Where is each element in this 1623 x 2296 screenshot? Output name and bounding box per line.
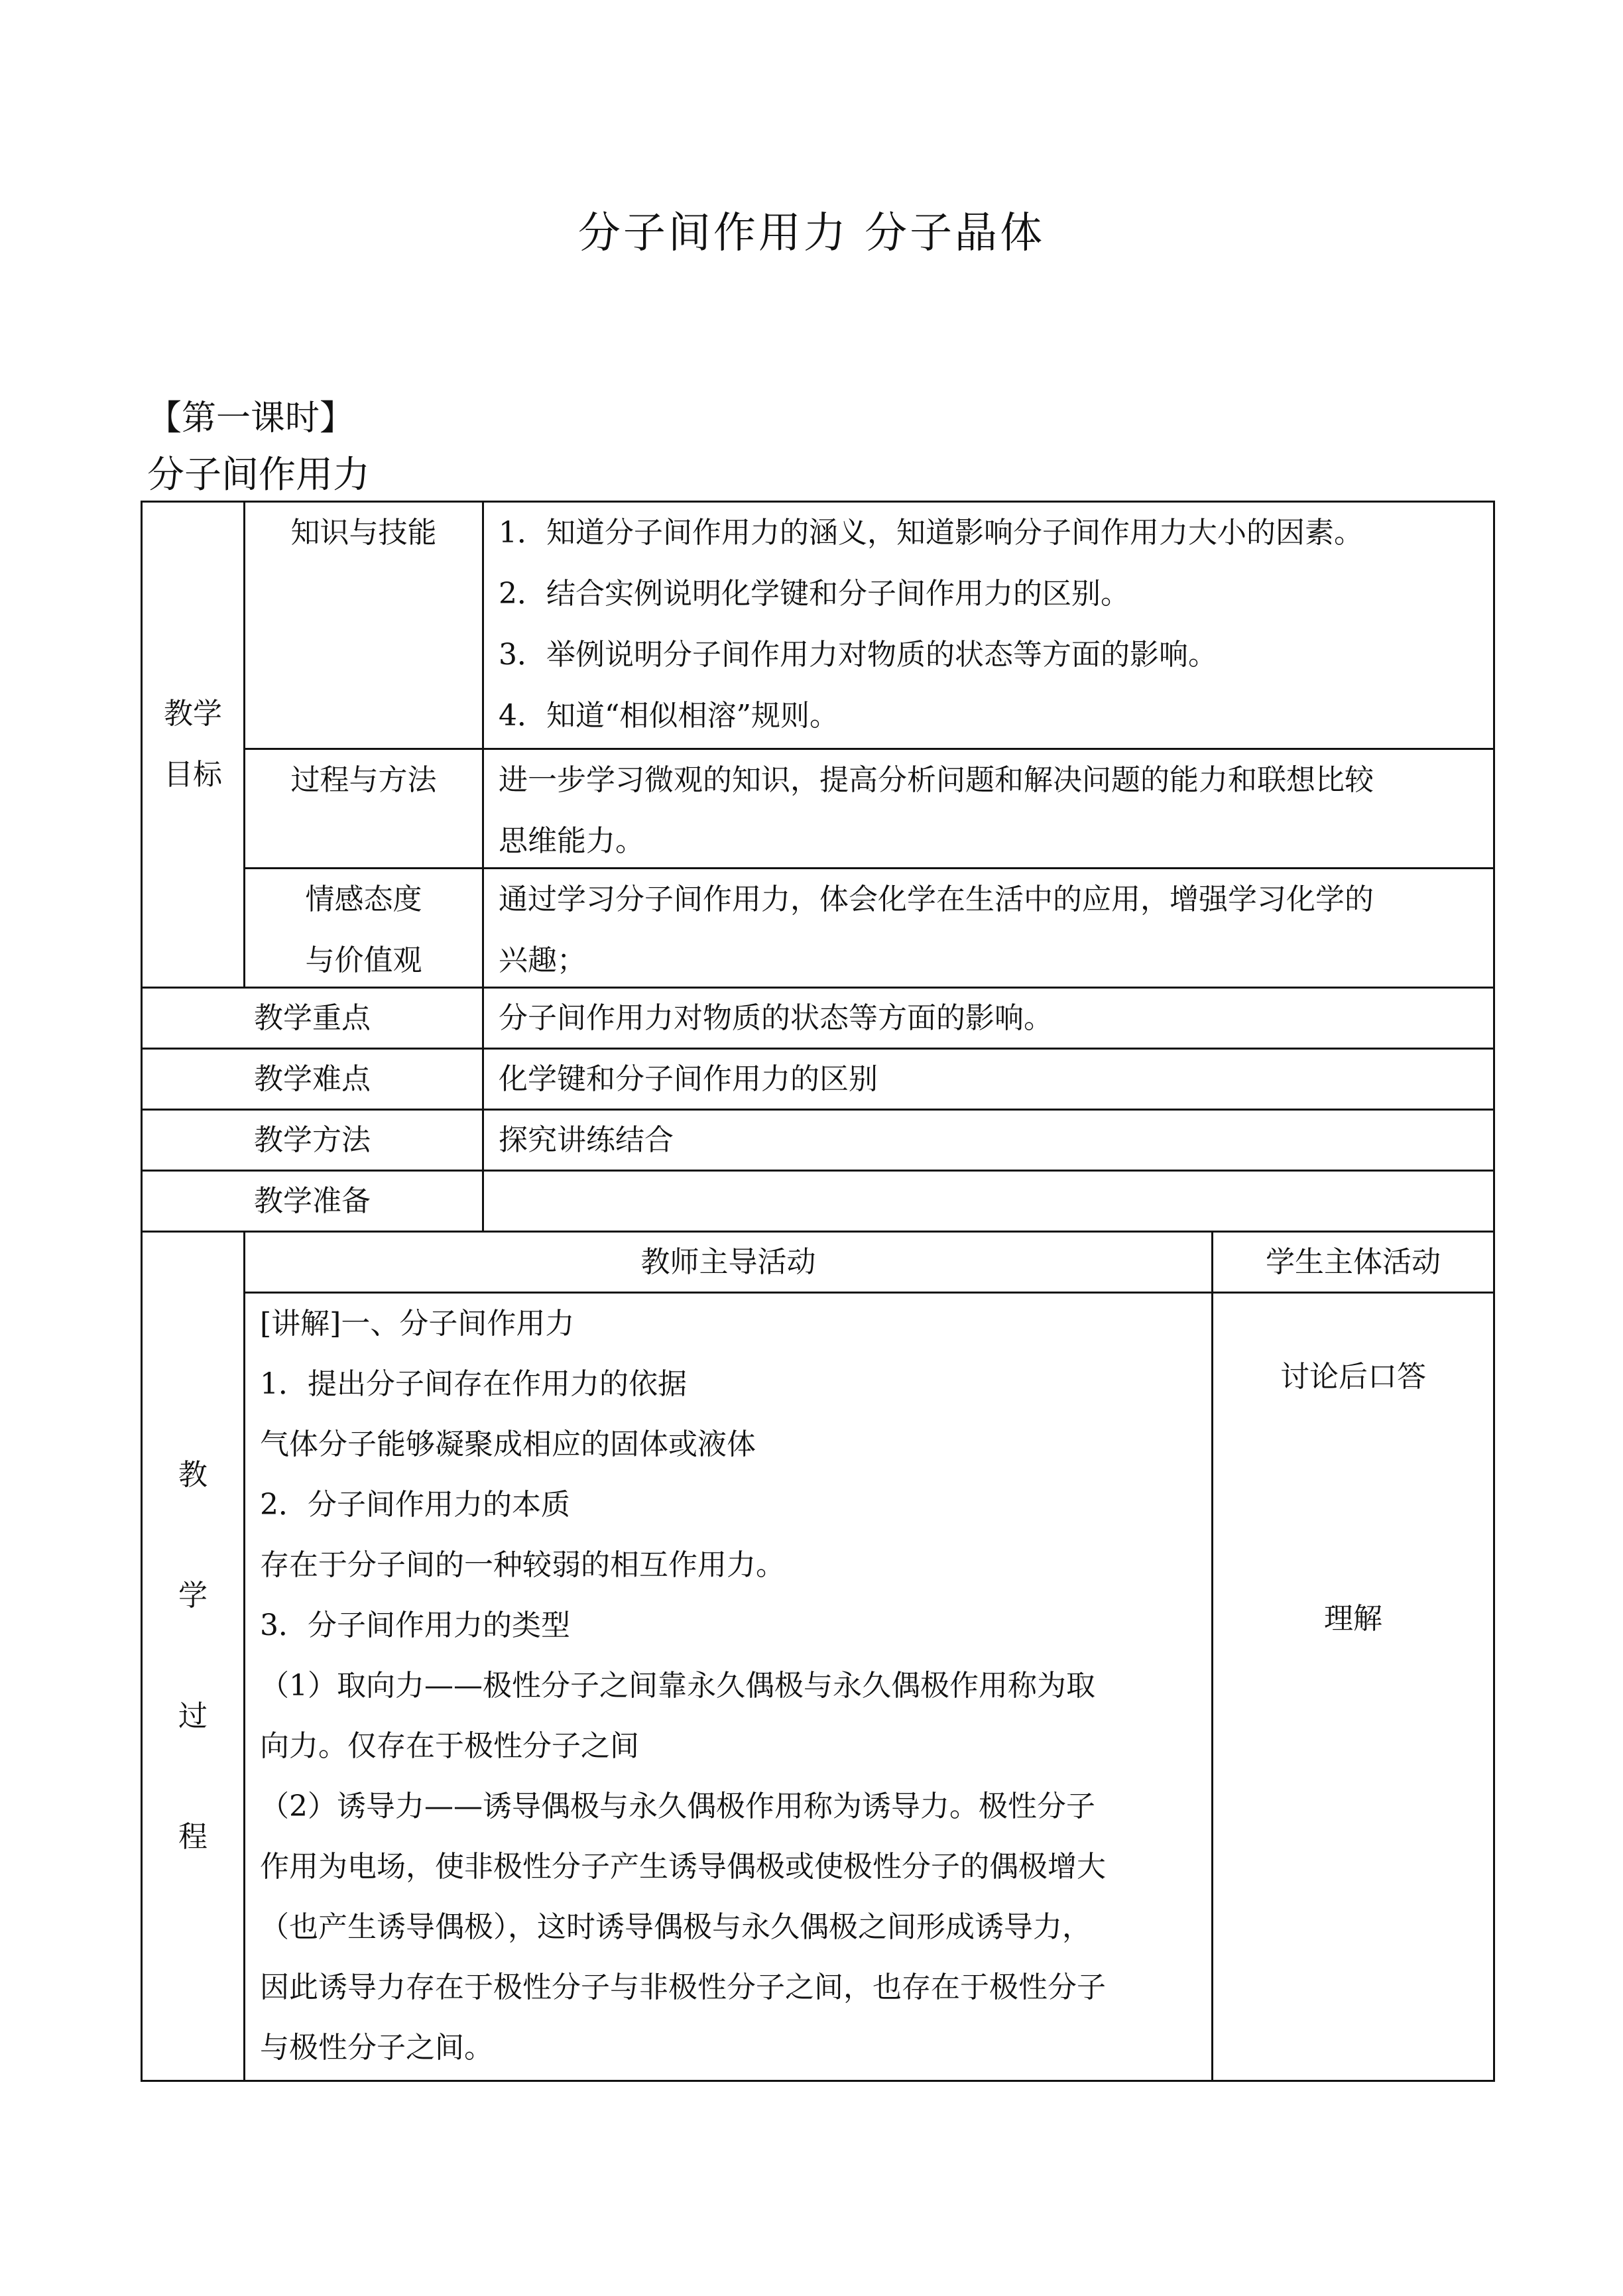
teacher-line: （2）诱导力——诱导偶极与永久偶极作用称为诱导力。极性分子 <box>260 1789 1095 1823</box>
lesson-plan-table <box>141 501 1495 2082</box>
objective-category-knowledge <box>243 501 482 748</box>
lesson-label: 【第一课时】 <box>147 398 355 438</box>
objective-category-line: 情感态度 <box>305 882 422 916</box>
info-label: 教学难点 <box>254 1061 371 1096</box>
teacher-line: 作用为电场，使非极性分子产生诱导偶极或使极性分子的偶极增大 <box>260 1850 1106 1884</box>
info-label: 教学方法 <box>254 1122 371 1157</box>
process-label <box>178 1415 208 1898</box>
info-value: 分子间作用力对物质的状态等方面的影响。 <box>499 1000 1053 1035</box>
student-activity-header <box>1211 1231 1493 1292</box>
key-point-label <box>141 987 482 1048</box>
page-title: 分子间作用力 分子晶体 <box>577 209 1046 258</box>
preparation-label <box>141 1170 482 1231</box>
objective-category-label: 过程与方法 <box>290 763 437 797</box>
objective-category-line: 与价值观 <box>305 943 422 977</box>
method-label <box>141 1109 482 1170</box>
column-header: 学生主体活动 <box>1266 1244 1441 1279</box>
objectives-label: 教学目标 <box>164 697 222 792</box>
section-title: 分子间作用力 <box>147 453 370 497</box>
objective-line: 通过学习分子间作用力，体会化学在生活中的应用，增强学习化学的 <box>499 882 1374 916</box>
teacher-activity-content <box>243 1292 1211 2080</box>
difficulty-label <box>141 1048 482 1109</box>
objective-line: 兴趣； <box>499 943 586 977</box>
teacher-line: （也产生诱导偶极），这时诱导偶极与永久偶极之间形成诱导力， <box>260 1910 1091 1944</box>
student-note: 理解 <box>1324 1602 1382 1636</box>
teacher-activity-header <box>243 1231 1211 1292</box>
objectives-label-cell <box>141 501 243 987</box>
teacher-line: 因此诱导力存在于极性分子与非极性分子之间，也存在于极性分子 <box>260 1970 1106 2004</box>
preparation-value <box>482 1170 1493 1231</box>
teacher-line: 2．分子间作用力的本质 <box>260 1488 570 1522</box>
objective-category-label: 知识与技能 <box>290 516 437 550</box>
method-value <box>482 1109 1493 1170</box>
info-label: 教学准备 <box>254 1183 371 1218</box>
teacher-line: [讲解]一、分子间作用力 <box>260 1307 575 1341</box>
objective-knowledge-content <box>482 501 1493 748</box>
teacher-line: 向力。仅存在于极性分子之间 <box>260 1729 639 1763</box>
column-header: 教师主导活动 <box>640 1244 816 1279</box>
process-label-char: 学 <box>178 1579 208 1612</box>
teacher-line: 3．分子间作用力的类型 <box>260 1608 570 1642</box>
process-label-char: 教 <box>178 1458 208 1492</box>
info-value: 探究讲练结合 <box>499 1122 674 1157</box>
key-point-value <box>482 987 1493 1048</box>
objective-line: 2．结合实例说明化学键和分子间作用力的区别。 <box>499 577 1130 611</box>
info-label: 教学重点 <box>254 1000 371 1035</box>
process-label-char: 程 <box>178 1820 208 1854</box>
objective-category-attitude <box>243 867 482 987</box>
objective-attitude-content <box>482 867 1493 987</box>
objective-line: 3．举例说明分子间作用力对物质的状态等方面的影响。 <box>499 638 1217 672</box>
objective-line: 思维能力。 <box>499 824 644 858</box>
student-note: 讨论后口答 <box>1280 1360 1426 1394</box>
objective-category-process <box>243 748 482 867</box>
difficulty-value <box>482 1048 1493 1109</box>
teacher-line: 1．提出分子间存在作用力的依据 <box>260 1367 687 1401</box>
objective-process-content <box>482 748 1493 867</box>
process-label-char: 过 <box>178 1699 208 1733</box>
teacher-line: （1）取向力——极性分子之间靠永久偶极与永久偶极作用称为取 <box>260 1669 1095 1703</box>
student-activity-content <box>1211 1292 1493 2080</box>
info-value: 化学键和分子间作用力的区别 <box>499 1061 878 1096</box>
process-label-cell <box>141 1231 243 2080</box>
objective-line: 4．知道“相似相溶”规则。 <box>499 699 839 733</box>
objective-line: 1．知道分子间作用力的涵义，知道影响分子间作用力大小的因素。 <box>499 516 1363 550</box>
teacher-line: 与极性分子之间。 <box>260 2031 493 2065</box>
teacher-line: 存在于分子间的一种较弱的相互作用力。 <box>260 1548 785 1582</box>
teacher-line: 气体分子能够凝聚成相应的固体或液体 <box>260 1427 756 1461</box>
objective-line: 进一步学习微观的知识，提高分析问题和解决问题的能力和联想比较 <box>499 763 1374 797</box>
